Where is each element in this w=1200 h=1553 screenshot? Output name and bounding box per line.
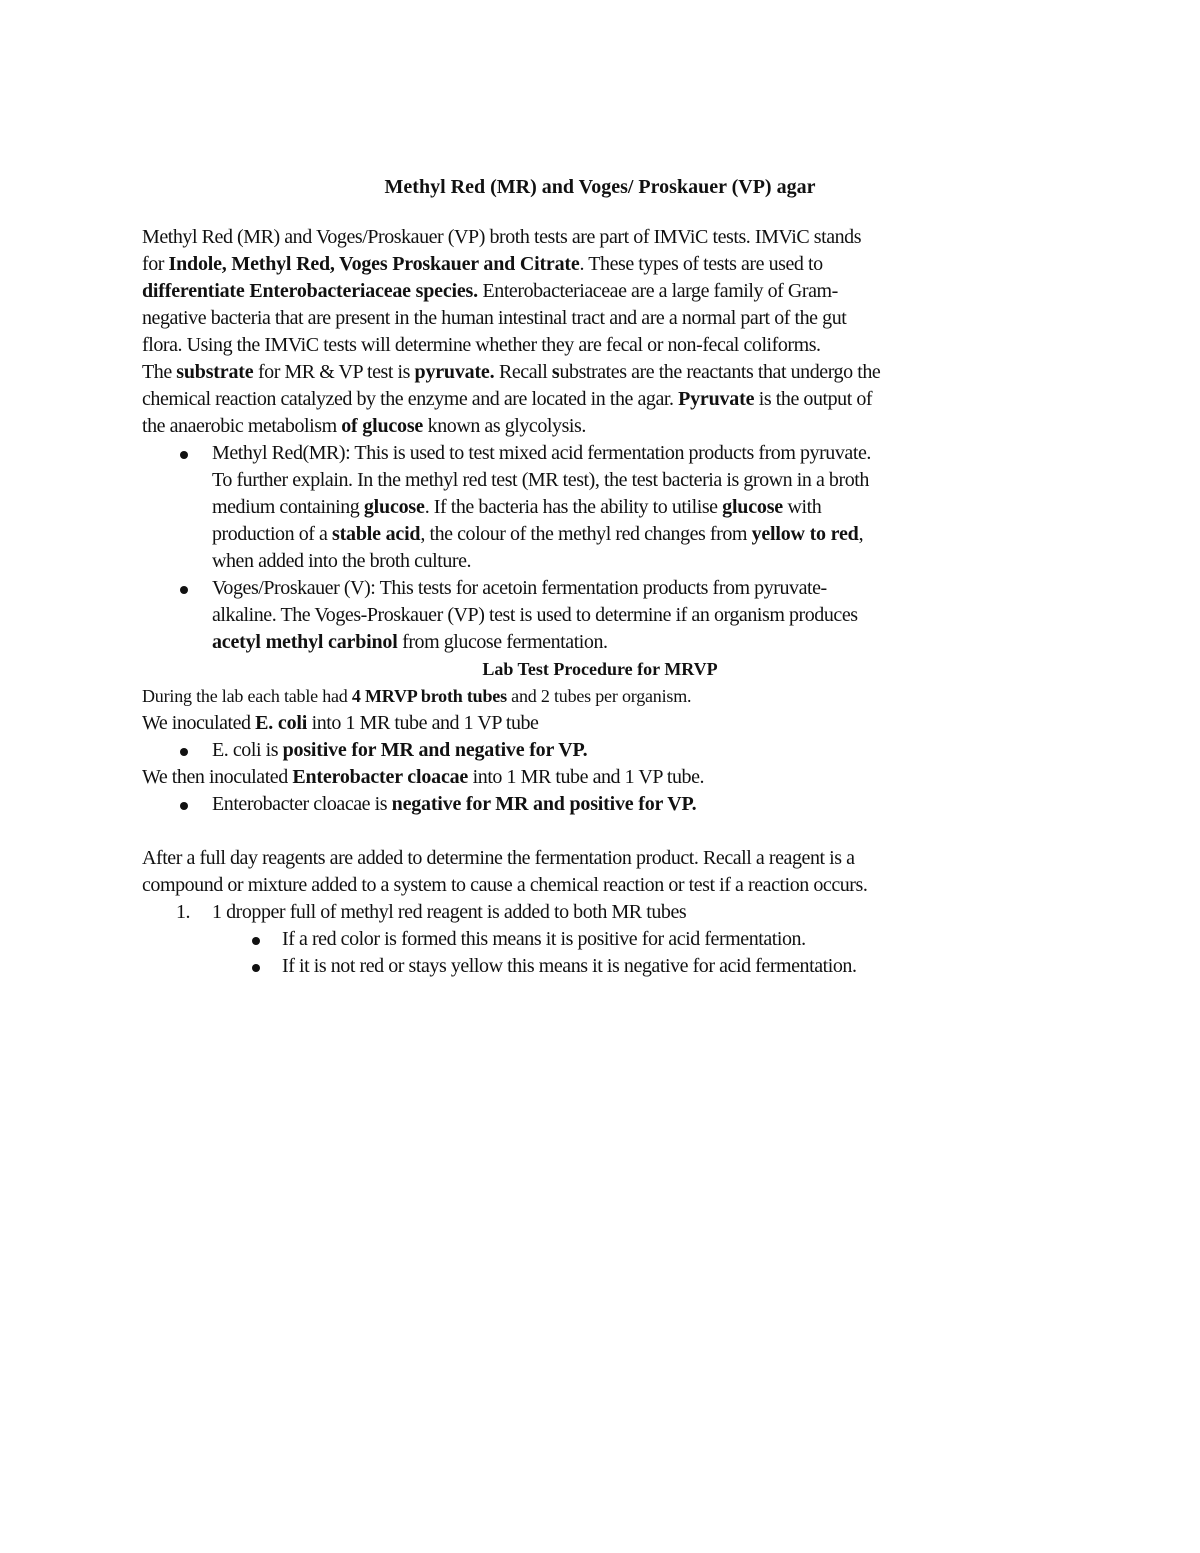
text-line xyxy=(142,305,1077,332)
bold-text: stable acid xyxy=(332,523,421,545)
bullet-icon xyxy=(180,451,188,459)
bullet-icon xyxy=(252,964,260,972)
text-span: . These types of tests are used to xyxy=(579,253,823,275)
text-span: , the colour of the methyl red changes from xyxy=(420,523,752,545)
text-line xyxy=(212,467,1077,494)
text-line xyxy=(142,764,1077,791)
text-line xyxy=(212,548,1077,575)
list-item-voges-proskauer xyxy=(142,575,1077,656)
intro-paragraph xyxy=(142,224,1077,440)
text-span: Recall xyxy=(494,361,552,383)
text-span: medium containing xyxy=(212,496,364,518)
list-item-cloacae-result xyxy=(142,791,1077,818)
text-span: During the lab each table had xyxy=(142,686,352,706)
text-line xyxy=(142,359,1077,386)
text-line xyxy=(212,440,1077,467)
text-line: If it is not red or stays yellow this means it is negative for acid fermentation. xyxy=(282,955,857,977)
text-span: is the output of xyxy=(754,388,873,410)
text-span: Methyl Red(MR): This is used to test mixed acid fermentation products from pyruvate. xyxy=(212,442,871,464)
text-line xyxy=(142,413,1077,440)
sub-list-item xyxy=(142,953,1077,980)
bold-text: Enterobacter cloacae xyxy=(292,766,469,788)
bullet-icon xyxy=(252,937,260,945)
text-span: chemical reaction catalyzed by the enzyme and are located in the agar. xyxy=(142,388,679,410)
procedure-heading: Lab Test Procedure for MRVP xyxy=(482,659,718,679)
text-line: 1 dropper full of methyl red reagent is added to both MR tubes xyxy=(212,901,687,923)
text-span: from glucose fermentation. xyxy=(397,631,608,653)
bold-text: positive for MR and negative for VP. xyxy=(282,739,588,761)
text-span: with xyxy=(782,496,822,518)
text-span: for xyxy=(142,253,169,275)
text-span: The xyxy=(142,361,177,383)
text-span: into 1 MR tube and 1 VP tube xyxy=(307,712,539,734)
text-line: If a red color is formed this means it is positive for acid fermentation. xyxy=(282,928,806,950)
bullet-icon xyxy=(180,586,188,594)
text-span: alkaline. The Voges-Proskauer (VP) test is used to determine if an organism produces xyxy=(212,604,858,626)
bold-text: pyruvate. xyxy=(414,361,495,383)
numbered-item xyxy=(142,899,1077,926)
text-span: E. coli is xyxy=(212,739,283,761)
text-span: . If the bacteria has the ability to utilise xyxy=(424,496,723,518)
text-span: flora. Using the IMViC tests will determine whether they are fecal or non-fecal coliforms. xyxy=(142,334,821,356)
bold-text: Pyruvate xyxy=(678,388,755,410)
text-span: To further explain. In the methyl red test (MR test), the test bacteria is grown in a broth xyxy=(212,469,869,491)
text-span: for MR & VP test is xyxy=(253,361,415,383)
text-span: We inoculated xyxy=(142,712,256,734)
text-span: We then inoculated xyxy=(142,766,293,788)
text-span: Methyl Red (MR) and Voges/Proskauer (VP) broth tests are part of IMViC tests. IMViC stands xyxy=(142,226,862,248)
sub-list-item xyxy=(142,926,1077,953)
text-span: ubstrates are the reactants that undergo the xyxy=(559,361,881,383)
bold-text: s xyxy=(551,361,560,383)
text-line xyxy=(212,602,1077,629)
bold-text: Indole, Methyl Red, Voges Proskauer and Citrate xyxy=(168,253,580,275)
text-line xyxy=(142,224,1077,251)
text-span: Enterobacteriaceae are a large family of Gram- xyxy=(477,280,838,302)
text-span: Voges/Proskauer (V): This tests for acetoin fermentation products from pyruvate- xyxy=(212,577,827,599)
text-span: known as glycolysis. xyxy=(423,415,586,437)
text-span: when added into the broth culture. xyxy=(212,550,472,572)
reagents-section xyxy=(142,845,1077,980)
bold-text: negative for MR and positive for VP. xyxy=(391,793,697,815)
text-span: and 2 tubes per organism. xyxy=(506,686,692,706)
bold-text: glucose xyxy=(363,496,425,518)
text-line: After a full day reagents are added to determine the fermentation product. Recall a reagent is a xyxy=(142,847,855,869)
text-line xyxy=(142,278,1077,305)
text-line xyxy=(212,494,1077,521)
text-line: compound or mixture added to a system to cause a chemical reaction or test if a reaction occurs. xyxy=(142,874,868,896)
text-line xyxy=(212,521,1077,548)
list-item-methyl-red xyxy=(142,440,1077,575)
text-span: negative bacteria that are present in the human intestinal tract and are a normal part of the gut xyxy=(142,307,847,329)
text-line xyxy=(142,710,1077,737)
list-item-ecoli-result xyxy=(142,737,1077,764)
text-line xyxy=(142,251,1077,278)
bold-text: 4 MRVP broth tubes xyxy=(351,686,507,706)
text-span: , xyxy=(858,523,864,545)
text-line xyxy=(212,629,1077,656)
bold-text: differentiate Enterobacteriaceae species. xyxy=(142,280,478,302)
text-line xyxy=(212,575,1077,602)
bullet-icon xyxy=(180,802,188,810)
procedure-section xyxy=(142,656,1077,818)
text-line xyxy=(142,683,1077,710)
bold-text: acetyl methyl carbinol xyxy=(212,631,398,653)
text-line xyxy=(142,332,1077,359)
text-span: into 1 MR tube and 1 VP tube. xyxy=(468,766,705,788)
text-line xyxy=(212,737,1077,764)
bold-text: E. coli xyxy=(255,712,308,734)
bold-text: of glucose xyxy=(341,415,424,437)
text-line xyxy=(142,386,1077,413)
text-span: production of a xyxy=(212,523,332,545)
text-span: Enterobacter cloacae is xyxy=(212,793,392,815)
text-span: the anaerobic metabolism xyxy=(142,415,342,437)
spacer xyxy=(142,818,1077,845)
bullet-icon xyxy=(180,748,188,756)
bold-text: substrate xyxy=(176,361,254,383)
bold-text: yellow to red xyxy=(751,523,859,545)
bold-text: glucose xyxy=(722,496,783,518)
document-title: Methyl Red (MR) and Voges/ Proskauer (VP) agar xyxy=(384,176,816,198)
text-line xyxy=(212,791,1077,818)
list-number: 1. xyxy=(176,901,191,923)
document-body xyxy=(142,224,1077,980)
